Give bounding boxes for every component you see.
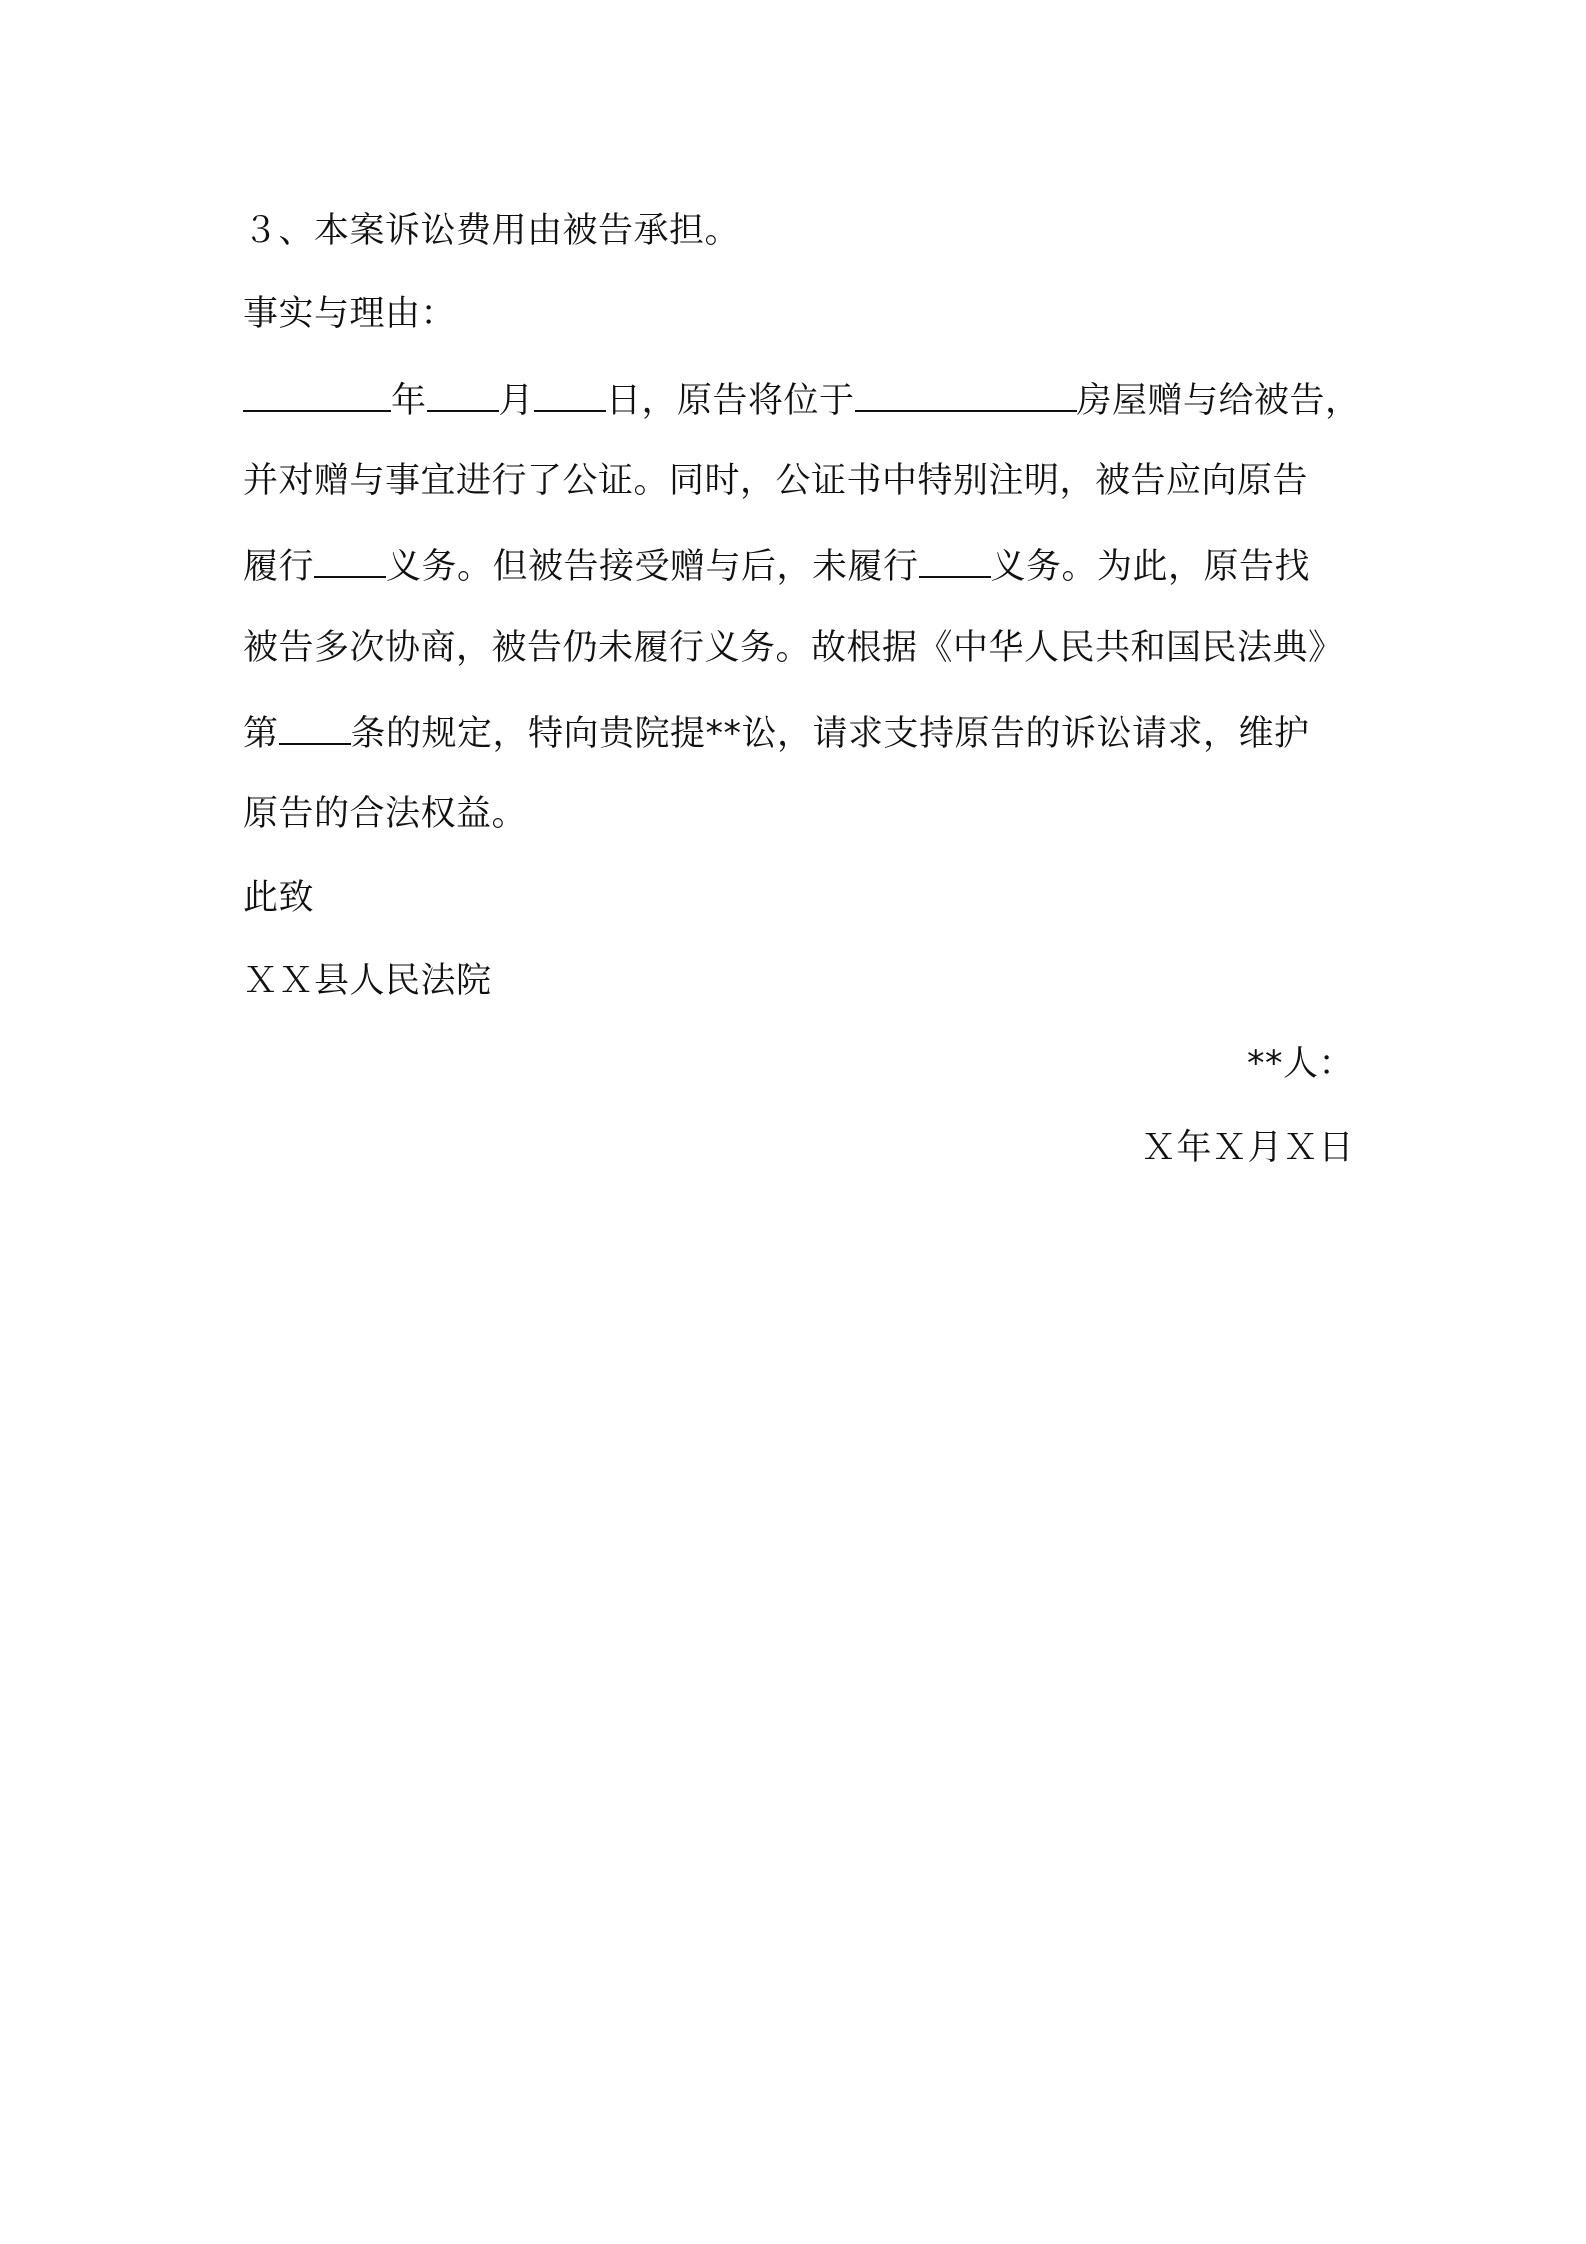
blank-day-field[interactable] [534, 372, 606, 412]
paragraph-line-1 [243, 372, 1361, 424]
paragraph-line-5 [243, 705, 1310, 757]
article-text: 条的规定，特向贵院提**讼，请求支持原告的诉讼请求，维护 [350, 714, 1310, 754]
paragraph-line-4: 被告多次协商，被告仍未履行义务。故根据《中华人民共和国民法典》 [243, 628, 1344, 668]
blank-obligation-field-1[interactable] [314, 538, 386, 578]
paragraph-line-6: 原告的合法权益。 [243, 794, 528, 834]
obligation-text-2: 义务。为此，原告找 [990, 547, 1311, 587]
blank-year-field[interactable] [243, 372, 391, 412]
day-location-text: 日，原告将位于 [606, 381, 855, 421]
obligation-text: 义务。但被告接受赠与后，未履行 [386, 547, 919, 587]
perform-label: 履行 [243, 547, 315, 587]
paragraph-line-2: 并对赠与事宜进行了公证。同时，公证书中特别注明，被告应向原告 [243, 461, 1309, 501]
court-name: ＸＸ县人民法院 [243, 961, 492, 1001]
article-prefix: 第 [243, 714, 279, 754]
gift-text: 房屋赠与给被告， [1076, 381, 1361, 421]
blank-article-field[interactable] [279, 705, 351, 745]
blank-property-field[interactable] [855, 372, 1077, 412]
signature-date: Ｘ年Ｘ月Ｘ日 [1140, 1128, 1354, 1168]
blank-obligation-field-2[interactable] [919, 538, 991, 578]
blank-month-field[interactable] [427, 372, 499, 412]
paragraph-line-3 [243, 538, 1310, 590]
salutation: 此致 [243, 878, 315, 918]
signer-label: **人： [1246, 1044, 1354, 1084]
claim-item-3: ３、本案诉讼费用由被告承担。 [243, 211, 741, 251]
month-label: 月 [498, 381, 535, 421]
year-label: 年 [391, 381, 427, 421]
facts-heading: 事实与理由： [243, 294, 457, 334]
